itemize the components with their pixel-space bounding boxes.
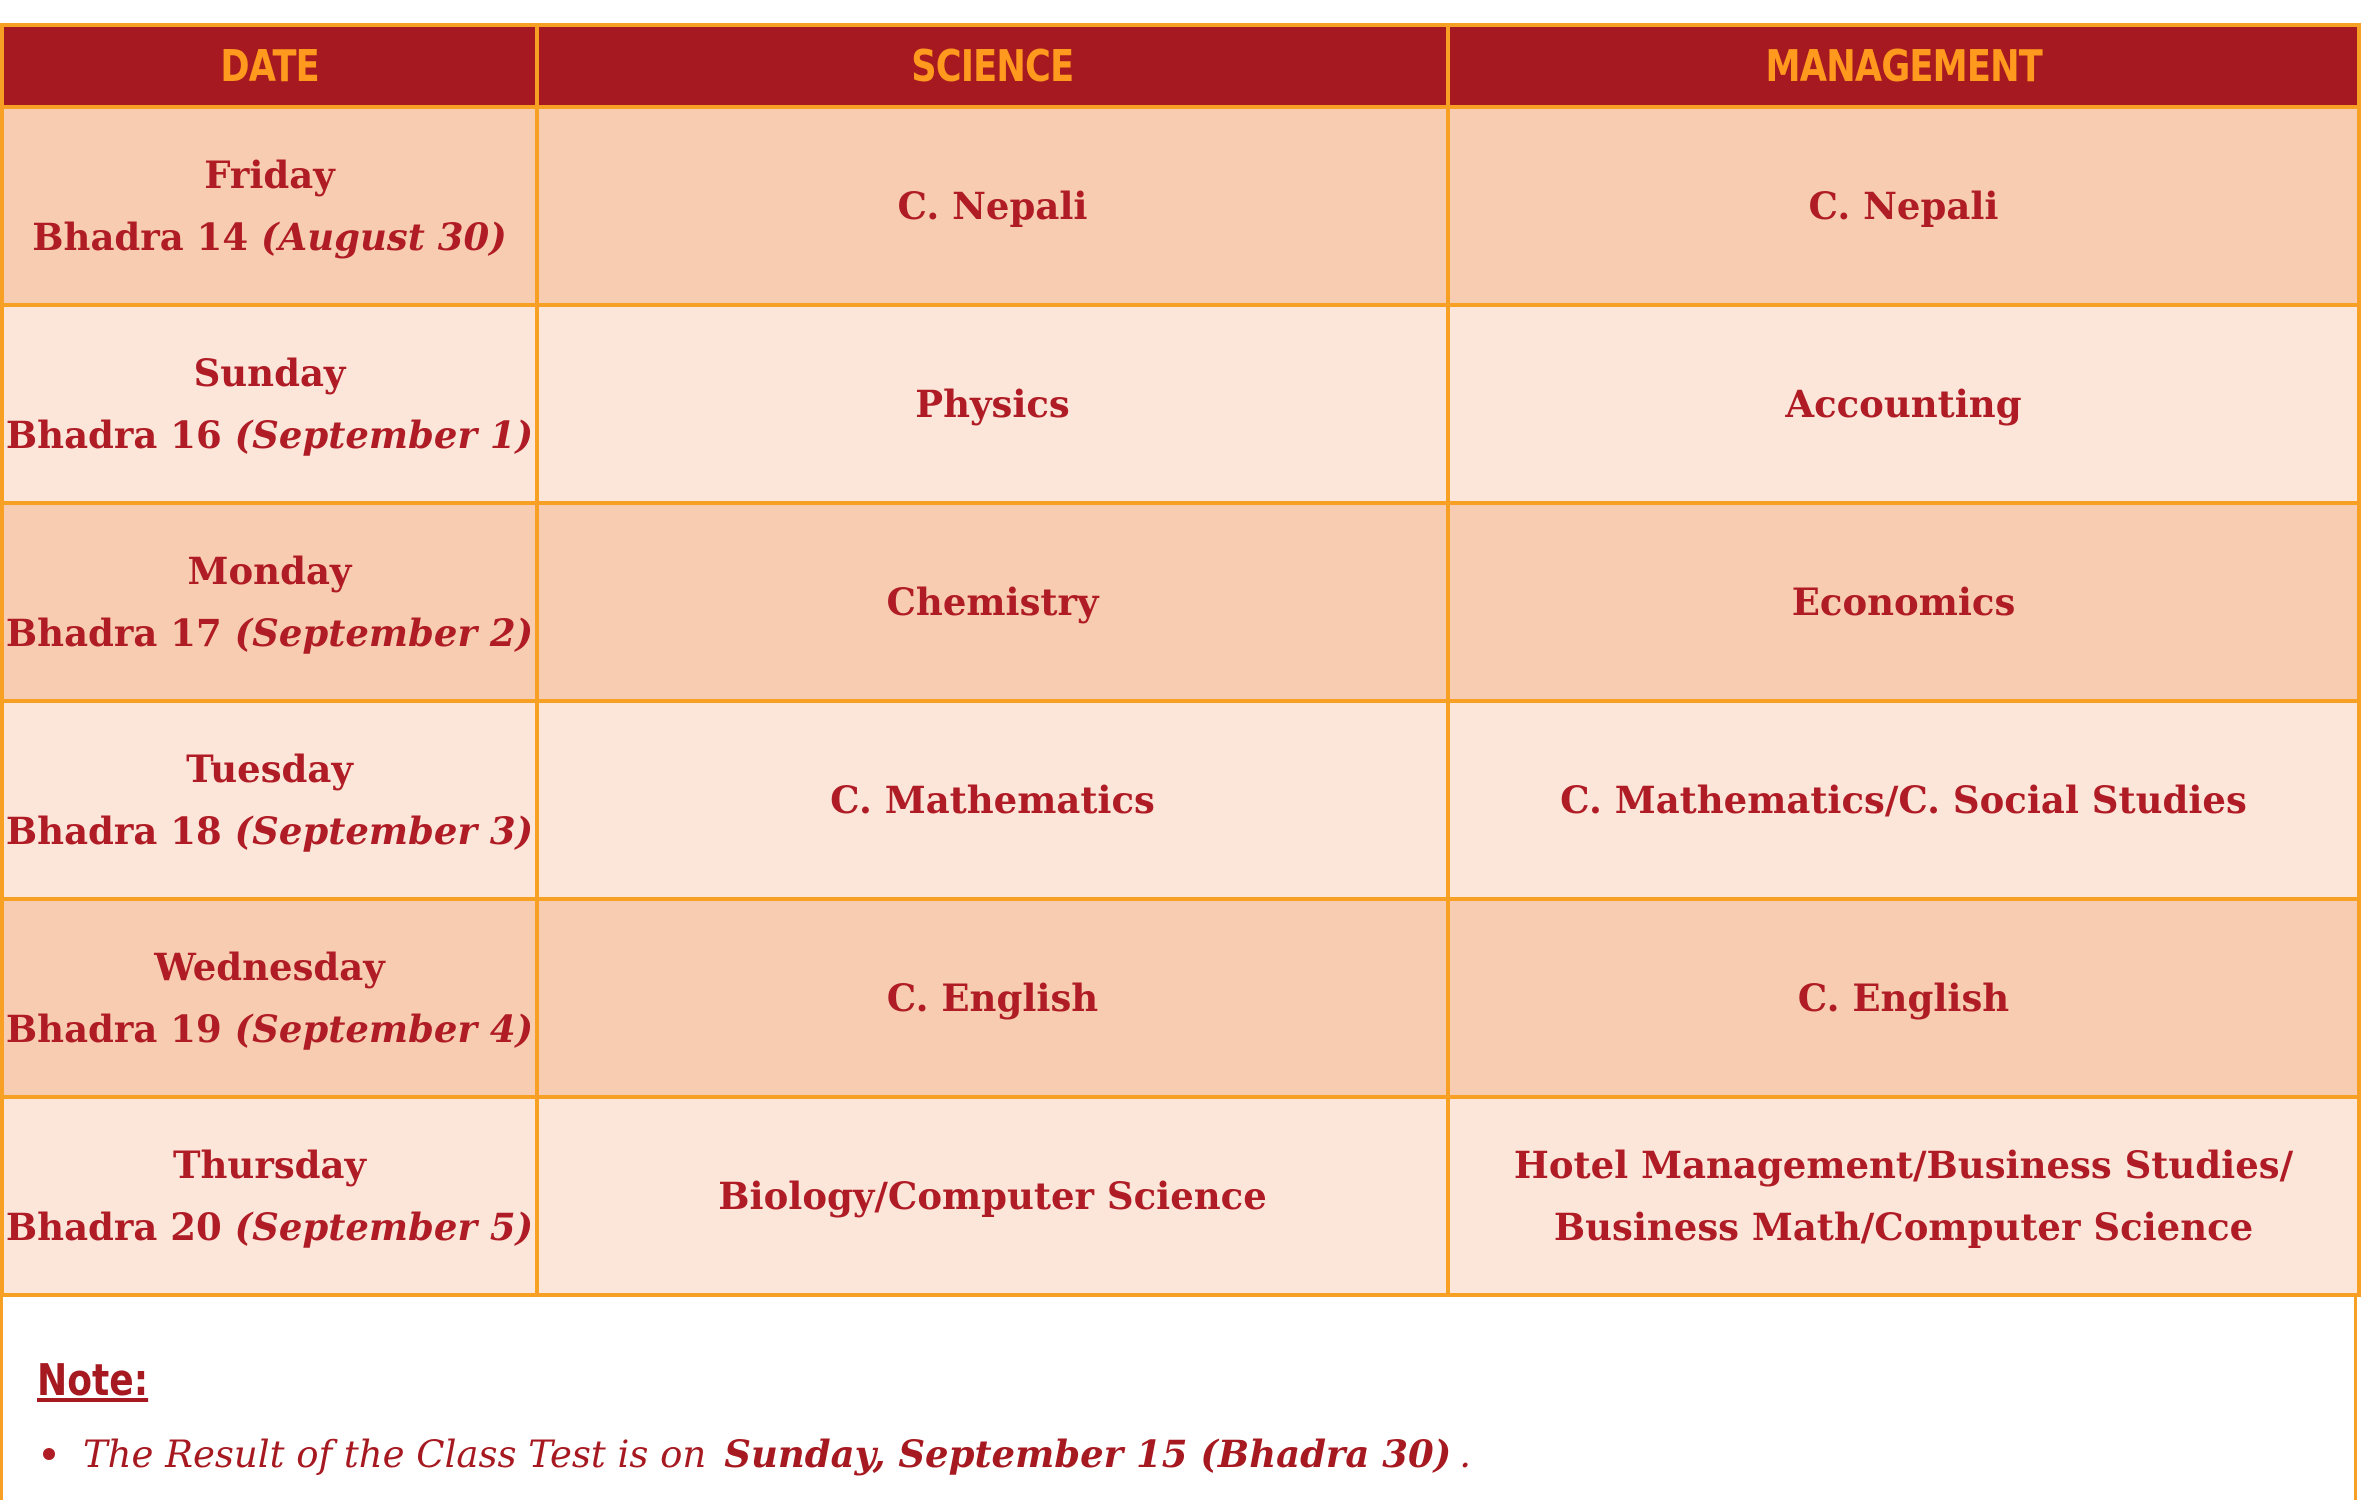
table-row (2, 107, 2359, 305)
bs-date: Bhadra 14 (32, 215, 249, 259)
bs-date: Bhadra 20 (5, 1205, 222, 1249)
day-name: Tuesday (186, 747, 353, 791)
science-subject: Biology/Computer Science (537, 1097, 1448, 1295)
note-highlight: Sunday, September 15 (Bhadra 30) (724, 1432, 1452, 1476)
day-name: Thursday (172, 1143, 366, 1187)
management-subject-line: Hotel Management/Business Studies/ (1513, 1143, 2294, 1187)
science-subject: Chemistry (537, 503, 1448, 701)
ad-date: (September 2) (234, 611, 534, 655)
management-subject (1448, 1097, 2359, 1295)
ad-date: (September 3) (234, 809, 534, 853)
bs-date: Bhadra 16 (5, 413, 222, 457)
date-cell (2, 107, 537, 305)
date-cell (2, 899, 537, 1097)
bs-date: Bhadra 19 (5, 1007, 222, 1051)
day-name: Monday (187, 549, 352, 593)
day-name: Wednesday (154, 945, 385, 989)
day-name: Sunday (193, 351, 346, 395)
management-subject: Accounting (1448, 305, 2359, 503)
science-subject: C. Nepali (537, 107, 1448, 305)
table-row (2, 503, 2359, 701)
header-management: MANAGEMENT (1448, 25, 2359, 107)
bs-date: Bhadra 18 (5, 809, 222, 853)
management-subject: C. English (1448, 899, 2359, 1097)
management-subject-line: Business Math/Computer Science (1553, 1205, 2254, 1249)
ad-date: (September 1) (234, 413, 534, 457)
date-cell (2, 701, 537, 899)
management-subject: C. Mathematics/C. Social Studies (1448, 701, 2359, 899)
note-item (37, 1432, 1471, 1476)
date-cell (2, 1097, 537, 1295)
note-title: Note: (37, 1355, 149, 1406)
ad-date: (August 30) (261, 215, 507, 259)
table-row (2, 1097, 2359, 1295)
day-name: Friday (204, 153, 335, 197)
note-suffix: . (1459, 1433, 1472, 1476)
note-prefix: The Result of the Class Test is on (83, 1433, 707, 1476)
table-row (2, 305, 2359, 503)
management-subject: Economics (1448, 503, 2359, 701)
note-section (37, 1355, 173, 1406)
ad-date: (September 5) (234, 1205, 534, 1249)
bullet-icon (43, 1448, 55, 1460)
header-science: SCIENCE (537, 25, 1448, 107)
ad-date: (September 4) (234, 1007, 534, 1051)
management-subject: C. Nepali (1448, 107, 2359, 305)
science-subject: C. English (537, 899, 1448, 1097)
exam-schedule-table (0, 23, 2361, 1297)
date-cell (2, 503, 537, 701)
header-date: DATE (2, 25, 537, 107)
table-header-row (2, 25, 2359, 107)
table-row (2, 701, 2359, 899)
date-cell (2, 305, 537, 503)
table-row (2, 899, 2359, 1097)
bs-date: Bhadra 17 (5, 611, 222, 655)
science-subject: C. Mathematics (537, 701, 1448, 899)
science-subject: Physics (537, 305, 1448, 503)
